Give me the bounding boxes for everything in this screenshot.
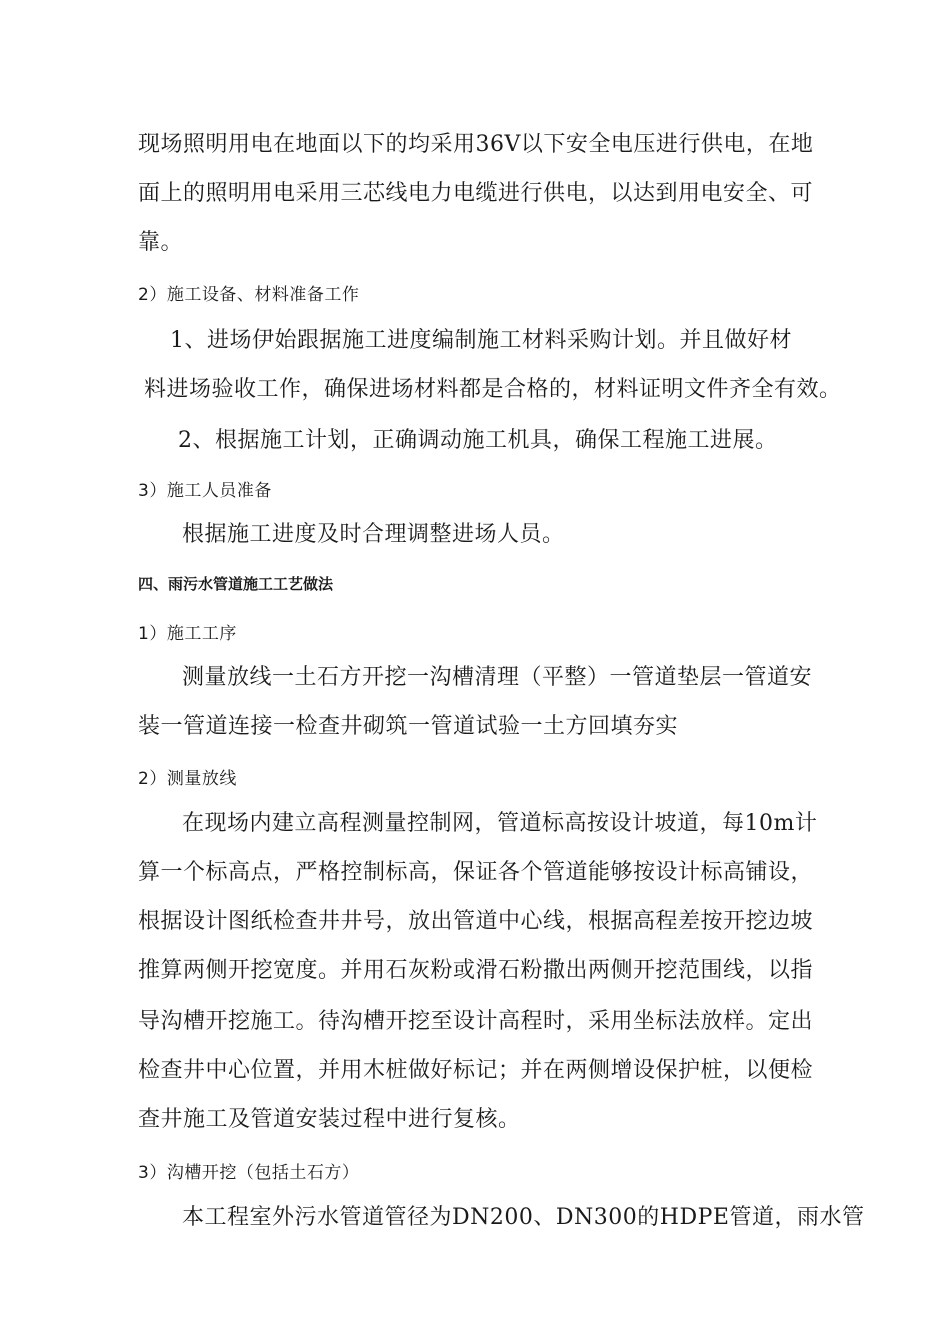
paragraph-line: 本工程室外污水管道管径为DN200、DN300的HDPE管道，雨水管 [182, 1205, 865, 1230]
section-heading: 2）施工设备、材料准备工作 [138, 285, 360, 305]
paragraph-line: 根据施工进度及时合理调整进场人员。 [182, 522, 565, 547]
section-heading: 3）沟槽开挖（包括土石方） [138, 1163, 360, 1183]
paragraph-line: 装一管道连接一检查井砌筑一管道试验一土方回填夯实 [138, 714, 679, 739]
paragraph-line: 导沟槽开挖施工。待沟槽开挖至设计高程时，采用坐标法放样。定出 [138, 1009, 814, 1034]
paragraph-line: 1、进场伊始跟据施工进度编制施工材料采购计划。并且做好材 [170, 328, 792, 353]
paragraph-line: 推算两侧开挖宽度。并用石灰粉或滑石粉撒出两侧开挖范围线，以指 [138, 958, 814, 983]
paragraph-line: 料进场验收工作，确保进场材料都是合格的，材料证明文件齐全有效。 [144, 377, 842, 402]
chapter-heading: 四、雨污水管道施工工艺做法 [138, 575, 334, 593]
paragraph-line: 靠。 [138, 230, 184, 255]
paragraph-line: 在现场内建立高程测量控制网，管道标高按设计坡道，每10m计 [182, 811, 818, 836]
paragraph-line: 测量放线一土石方开挖一沟槽清理（平整）一管道垫层一管道安 [182, 665, 813, 690]
paragraph-line: 面上的照明用电采用三芯线电力电缆进行供电，以达到用电安全、可 [138, 181, 814, 206]
paragraph-line: 检查井中心位置，并用木桩做好标记；并在两侧增设保护桩，以便检 [138, 1058, 814, 1083]
section-heading: 2）测量放线 [138, 769, 237, 789]
paragraph-line: 查井施工及管道安装过程中进行复核。 [138, 1107, 521, 1132]
section-heading: 1）施工工序 [138, 624, 237, 644]
paragraph-line: 2、根据施工计划，正确调动施工机具，确保工程施工进展。 [178, 428, 778, 453]
section-heading: 3）施工人员准备 [138, 481, 272, 501]
paragraph-line: 现场照明用电在地面以下的均采用36V以下安全电压进行供电，在地 [138, 132, 814, 157]
paragraph-line: 根据设计图纸检查井井号，放出管道中心线，根据高程差按开挖边坡 [138, 909, 814, 934]
paragraph-line: 算一个标高点，严格控制标高，保证各个管道能够按设计标高铺设， [138, 860, 814, 885]
